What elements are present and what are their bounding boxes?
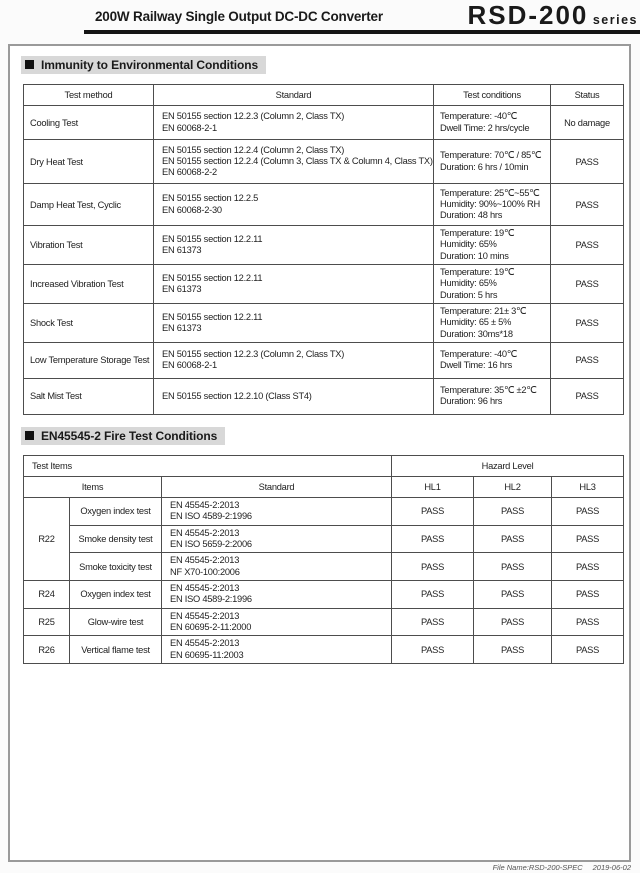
header-rule [84,30,640,34]
standard-line: EN 61373 [162,244,202,255]
section-title: EN45545-2 Fire Test Conditions [41,428,218,443]
hl1-result-cell: PASS [392,553,474,581]
hl2-result-cell: PASS [474,636,552,664]
test-conditions-cell [434,140,551,184]
condition-line: Temperature: 19℃ [440,228,515,238]
standard-line: EN 45545-2:2013 [170,582,240,593]
status-cell: PASS [551,226,624,265]
col-header-test-method: Test method [24,85,154,106]
standard-line: EN 50155 section 12.2.3 (Column 2, Class TX) [162,111,345,122]
table-row-vibration-test [24,226,624,265]
condition-line: Dwell Time: 2 hrs/cycle [440,122,530,133]
condition-line: Humidity: 65% [440,278,497,289]
test-method-cell: Low Temperature Storage Test [24,342,154,378]
hl2-result-cell: PASS [474,580,552,608]
hl1-result-cell: PASS [392,580,474,608]
standard-line: EN 50155 section 12.2.11 [162,272,263,283]
footer-date: 2019-06-02 [592,863,631,872]
table-row-damp-heat-test [24,184,624,226]
test-method-cell: Dry Heat Test [24,140,154,184]
table-row-r22-smoke-density [24,525,624,553]
table-row-r25-glow-wire [24,608,624,636]
table-row-increased-vibration-test [24,264,624,303]
standard-line: EN 45545-2:2013 [170,555,240,566]
hl3-result-cell: PASS [552,608,624,636]
hl2-result-cell: PASS [474,525,552,553]
section-heading-fire-test [21,427,616,445]
standard-cell [162,580,392,608]
condition-line: Humidity: 65% [440,239,497,250]
standard-cell [154,184,434,226]
test-conditions-cell [434,342,551,378]
col-header-hl1: HL1 [392,476,474,497]
standard-line: EN ISO 4589-2:1996 [170,594,252,605]
standard-cell [154,106,434,140]
col-header-hl3: HL3 [552,476,624,497]
section-highlight [21,56,266,74]
footer-file-name: File Name:RSD-200-SPEC [492,863,583,872]
col-header-hl2: HL2 [474,476,552,497]
standard-line: EN 50155 section 12.2.10 (Class ST4) [162,390,312,401]
standard-cell [154,342,434,378]
table-header-row [24,85,624,106]
standard-line: NF X70-100:2006 [170,566,240,577]
standard-line: EN 61373 [162,322,202,333]
doc-title: 200W Railway Single Output DC-DC Converter [95,9,383,24]
status-cell: No damage [551,106,624,140]
col-header-status: Status [551,85,624,106]
condition-line: Temperature: -40℃ [440,349,517,360]
condition-line: Humidity: 65 ± 5% [440,317,512,328]
test-conditions-cell [434,184,551,226]
standard-line: EN 60068-2-30 [162,204,222,215]
col-header-hazard-level: Hazard Level [392,455,624,476]
table-subheader-row [24,476,624,497]
requirement-code-cell: R24 [24,580,70,608]
hl3-result-cell: PASS [552,580,624,608]
standard-cell [154,303,434,342]
square-bullet-icon [25,60,34,69]
standard-line: EN 50155 section 12.2.3 (Column 2, Class TX) [162,349,345,360]
hl1-result-cell: PASS [392,497,474,525]
standard-line: EN 50155 section 12.2.4 (Column 3, Class TX & Column 4, Class TX) [162,155,433,166]
standard-line: EN 60068-2-1 [162,122,217,133]
standard-line: EN 50155 section 12.2.5 [162,193,259,204]
test-method-cell: Salt Mist Test [24,378,154,414]
test-item-cell: Smoke toxicity test [70,553,162,581]
condition-line: Temperature: -40℃ [440,111,517,122]
standard-line: EN 50155 section 12.2.11 [162,233,263,244]
standard-line: EN 50155 section 12.2.4 (Column 2, Class TX) [162,144,345,155]
test-conditions-cell [434,106,551,140]
status-cell: PASS [551,264,624,303]
section-highlight [21,427,225,445]
test-item-cell: Oxygen index test [70,580,162,608]
test-item-cell: Smoke density test [70,525,162,553]
hl1-result-cell: PASS [392,608,474,636]
condition-line: Dwell Time: 16 hrs [440,360,512,371]
standard-cell [162,636,392,664]
standard-cell [154,226,434,265]
standard-line: EN 45545-2:2013 [170,638,240,649]
standard-line: EN 45545-2:2013 [170,499,240,510]
model-block [467,0,638,31]
status-cell: PASS [551,342,624,378]
hl3-result-cell: PASS [552,553,624,581]
hl1-result-cell: PASS [392,525,474,553]
test-method-cell: Shock Test [24,303,154,342]
test-conditions-cell [434,303,551,342]
model-name: RSD-200 [467,0,589,30]
status-cell: PASS [551,303,624,342]
page-content [10,46,629,664]
hl3-result-cell: PASS [552,525,624,553]
table-row-dry-heat-test [24,140,624,184]
standard-line: EN ISO 4589-2:1996 [170,511,252,522]
standard-line: EN 60695-11:2003 [170,649,244,660]
requirement-code-cell: R26 [24,636,70,664]
square-bullet-icon [25,431,34,440]
hl3-result-cell: PASS [552,497,624,525]
standard-line: EN 45545-2:2013 [170,610,240,621]
table-row-r22-smoke-toxicity [24,553,624,581]
doc-header [0,0,640,34]
test-conditions-cell [434,264,551,303]
fire-test-conditions-table [23,455,624,664]
condition-line: Temperature: 25℃~55℃ [440,187,540,198]
condition-line: Duration: 10 mins [440,250,509,261]
table-row-r24-oxygen-index [24,580,624,608]
condition-line: Duration: 30ms*18 [440,328,513,339]
requirement-code-cell: R22 [24,497,70,580]
standard-cell [154,264,434,303]
col-header-test-conditions: Test conditions [434,85,551,106]
section-heading-immunity [21,56,616,74]
standard-line: EN ISO 5659-2:2006 [170,538,252,549]
test-item-cell: Oxygen index test [70,497,162,525]
standard-cell [162,608,392,636]
test-method-cell: Increased Vibration Test [24,264,154,303]
hl1-result-cell: PASS [392,636,474,664]
page-frame [8,44,631,862]
standard-cell [154,378,434,414]
condition-line: Temperature: 19℃ [440,266,515,277]
hl2-result-cell: PASS [474,497,552,525]
standard-line: EN 45545-2:2013 [170,527,240,538]
col-header-items: Items [24,476,162,497]
condition-line: Temperature: 70℃ / 85℃ [440,150,542,161]
col-header-standard: Standard [154,85,434,106]
standard-cell [162,497,392,525]
col-header-standard: Standard [162,476,392,497]
status-cell: PASS [551,378,624,414]
col-header-test-items: Test Items [24,455,392,476]
table-row-low-temperature-storage-test [24,342,624,378]
table-header-row [24,455,624,476]
condition-line: Duration: 5 hrs [440,289,498,300]
test-method-cell: Vibration Test [24,226,154,265]
status-cell: PASS [551,184,624,226]
requirement-code-cell: R25 [24,608,70,636]
condition-line: Temperature: 21± 3℃ [440,305,527,316]
condition-line: Duration: 6 hrs / 10min [440,161,529,172]
standard-line: EN 60068-2-1 [162,360,217,371]
standard-line: EN 61373 [162,283,202,294]
table-row-r22-oxygen-index [24,497,624,525]
table-row-cooling-test [24,106,624,140]
standard-cell [162,525,392,553]
table-row-shock-test [24,303,624,342]
condition-line: Humidity: 90%~100% RH [440,198,540,209]
condition-line: Temperature: 35℃ ±2℃ [440,385,537,396]
table-row-r26-vertical-flame [24,636,624,664]
status-cell: PASS [551,140,624,184]
test-method-cell: Cooling Test [24,106,154,140]
standard-cell [154,140,434,184]
hl2-result-cell: PASS [474,553,552,581]
standard-line: EN 60695-2-11:2000 [170,621,252,632]
condition-line: Duration: 96 hrs [440,396,503,407]
standard-line: EN 50155 section 12.2.11 [162,311,263,322]
test-item-cell: Glow-wire test [70,608,162,636]
hl3-result-cell: PASS [552,636,624,664]
table-row-salt-mist-test [24,378,624,414]
standard-line: EN 60068-2-2 [162,167,217,178]
section-title: Immunity to Environmental Conditions [41,58,259,72]
environmental-conditions-table [23,84,624,415]
test-conditions-cell [434,378,551,414]
model-series: series [592,13,638,27]
test-conditions-cell [434,226,551,265]
test-method-cell: Damp Heat Test, Cyclic [24,184,154,226]
hl2-result-cell: PASS [474,608,552,636]
footer-note [493,863,631,872]
condition-line: Duration: 48 hrs [440,210,503,221]
test-item-cell: Vertical flame test [70,636,162,664]
standard-cell [162,553,392,581]
